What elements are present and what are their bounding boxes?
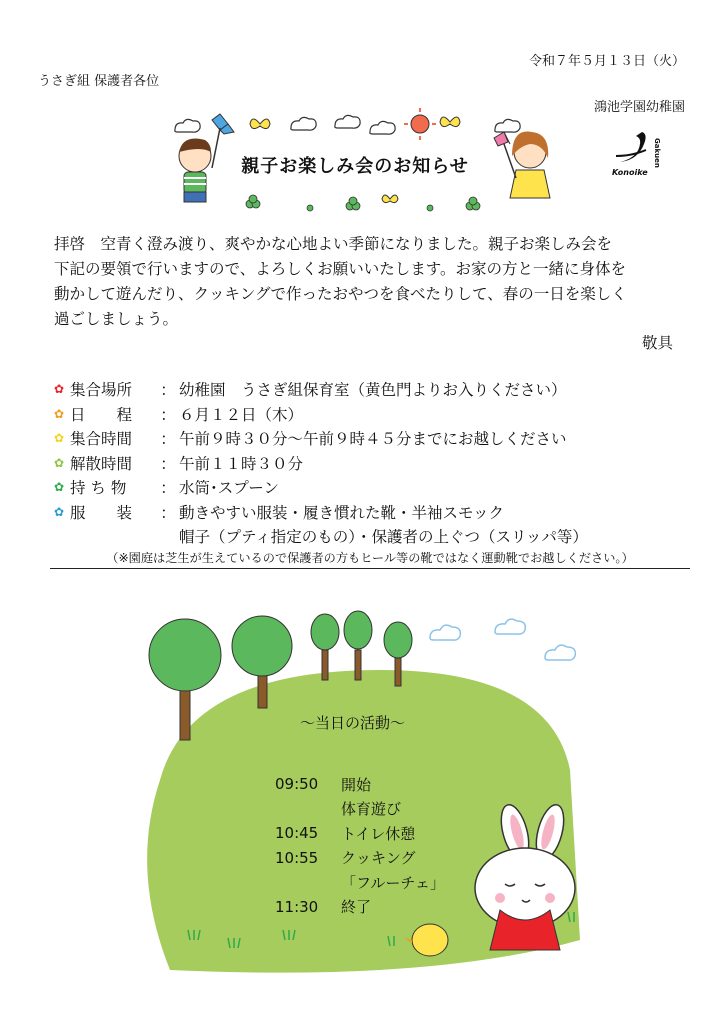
boy-illustration	[179, 114, 234, 202]
cloud-icon	[430, 619, 575, 660]
detail-colon: ：	[160, 454, 176, 473]
detail-row-meeting-time	[54, 426, 694, 451]
schedule-row	[275, 846, 445, 871]
detail-label: 解散時間	[70, 454, 133, 473]
recipient: うさぎ組 保護者各位	[38, 74, 160, 89]
banner-title: 親子お楽しみ会のお知らせ	[241, 156, 469, 177]
shoe-note: （※園庭は芝生が生えているので保護者の方もヒール等の靴ではなく運動靴でお越しください。）	[50, 549, 690, 569]
schedule-row	[275, 821, 445, 846]
notice-date: 令和７年５月１３日（火）	[528, 54, 685, 69]
detail-row-date	[54, 402, 694, 427]
detail-row-dismissal-time	[54, 451, 694, 476]
flower-icon: ✿	[54, 504, 65, 519]
detail-label: 集合時間	[70, 430, 133, 449]
detail-label: 服 装	[70, 503, 133, 522]
detail-value: ６月１２日（木）	[179, 405, 304, 424]
schedule-item: クッキング	[341, 849, 416, 868]
schedule-time: 10:55	[275, 848, 319, 867]
detail-row-clothing-continued	[54, 524, 694, 549]
schedule-item: 体育遊び	[341, 800, 402, 819]
detail-colon: ：	[160, 381, 176, 400]
event-details	[54, 377, 694, 549]
greeting-line: 下記の要領で行いますので、よろしくお願いいたします。お家の方と一緒に身体を	[54, 260, 626, 278]
schedule-time: 09:50	[275, 775, 319, 794]
schedule-item: トイレ休憩	[341, 824, 416, 843]
school-logo	[612, 128, 662, 184]
detail-colon: ：	[160, 405, 176, 424]
detail-value: 午前１１時３０分	[179, 454, 304, 473]
schedule-row	[275, 797, 445, 822]
activity-schedule	[275, 772, 445, 919]
sender-school: 鴻池学園幼稚園	[593, 100, 685, 115]
schedule-item: 「フルーチェ」	[341, 873, 445, 892]
schedule-item: 終了	[341, 898, 372, 917]
detail-row-location	[54, 377, 694, 402]
detail-value: 幼稚園 うさぎ組保育室（黄色門よりお入りください）	[179, 381, 567, 400]
activity-title: ～当日の活動～	[300, 714, 406, 732]
schedule-item: 開始	[341, 775, 372, 794]
girl-illustration	[494, 132, 550, 199]
schedule-row	[275, 870, 445, 895]
flower-icon: ✿	[54, 382, 65, 397]
greeting-paragraph	[54, 232, 684, 332]
detail-value: 水筒･スプーン	[179, 479, 279, 498]
detail-colon: ：	[160, 479, 176, 498]
logo-text-secondary: Gakuen	[653, 138, 661, 168]
schedule-time: 11:30	[275, 897, 319, 916]
detail-row-clothing	[54, 500, 694, 525]
logo-text: Konoike	[612, 168, 648, 177]
swan-logo-icon	[612, 128, 656, 168]
greeting-line: 過ごしましょう。	[54, 310, 179, 328]
detail-label: 集合場所	[70, 381, 133, 400]
title-banner	[160, 104, 570, 222]
activity-illustration	[130, 610, 600, 980]
greeting-line: 動かして遊んだり、クッキングで作ったおやつを食べたりして、春の一日を楽しく	[54, 285, 627, 303]
flower-icon: ✿	[54, 455, 65, 470]
flower-icon: ✿	[54, 431, 65, 446]
schedule-time: 10:45	[275, 824, 319, 843]
detail-value: 午前９時３０分～午前９時４５分までにお越しください	[179, 430, 567, 449]
greeting-line: 拝啓 空青く澄み渡り、爽やかな心地よい季節になりました。親子お楽しみ会を	[54, 235, 613, 253]
detail-colon: ：	[160, 503, 176, 522]
detail-value: 動きやすい服装・履き慣れた靴・半袖スモック	[179, 503, 505, 522]
detail-row-belongings	[54, 475, 694, 500]
schedule-row	[275, 772, 445, 797]
detail-value: 帽子（プティ指定のもの）・保護者の上ぐつ（スリッパ等）	[179, 528, 588, 547]
detail-colon: ：	[160, 430, 176, 449]
closing-word: 敬具	[641, 334, 673, 352]
detail-label: 持 ち 物	[70, 479, 127, 498]
detail-label: 日 程	[70, 405, 133, 424]
flower-icon: ✿	[54, 480, 65, 495]
flower-icon: ✿	[54, 406, 65, 421]
schedule-row	[275, 895, 445, 920]
